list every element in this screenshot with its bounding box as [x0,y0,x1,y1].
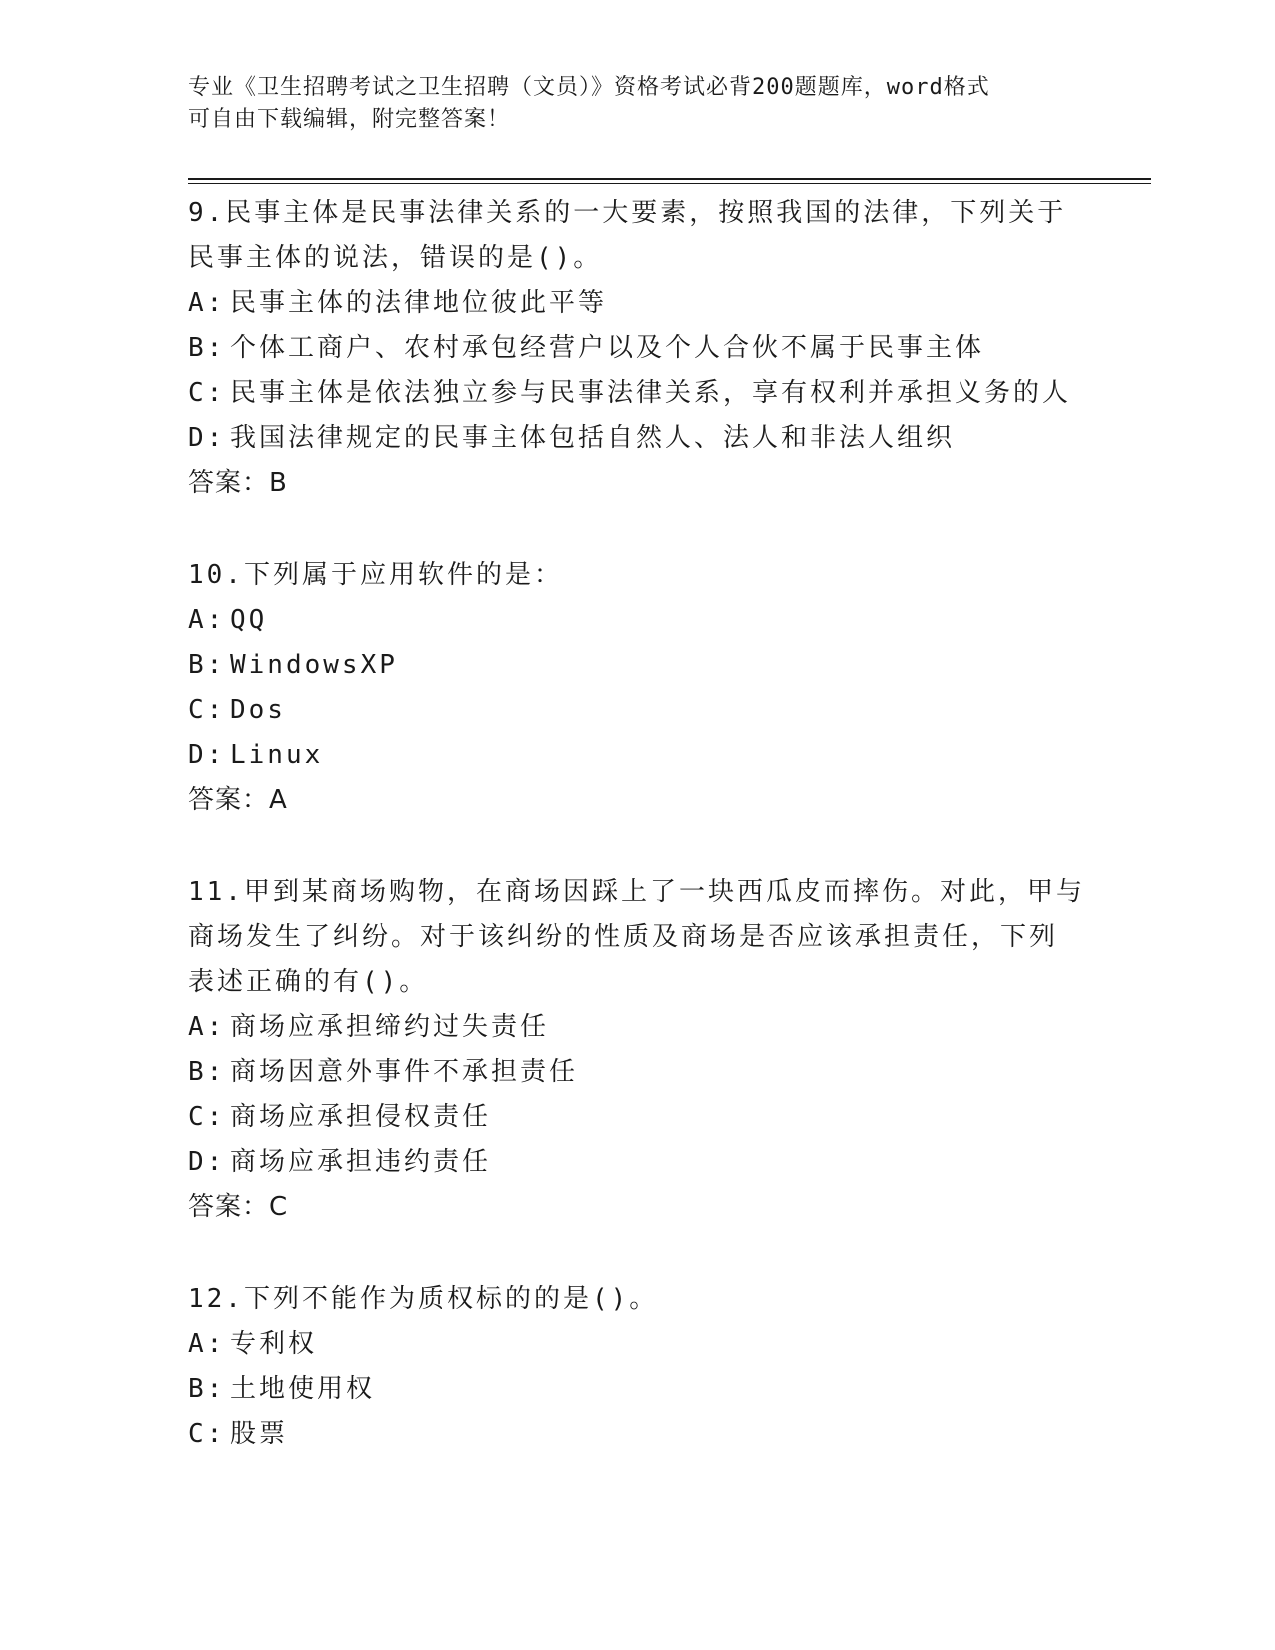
option-text: Linux [230,740,324,770]
question-block [188,1277,1088,1457]
header-divider-thick [188,178,1151,180]
option-d [188,733,1088,778]
option-letter: A: [188,1012,226,1042]
document-header [188,72,1088,136]
header-divider-thin [188,183,1151,184]
option-c [188,688,1088,733]
option-letter: A: [188,288,226,318]
option-d [188,416,1088,461]
option-text: 股票 [230,1419,289,1449]
option-letter: B: [188,650,226,680]
question-text: 10.下列属于应用软件的是： [188,560,563,590]
option-a [188,1005,1088,1050]
option-text: 商场应承担违约责任 [230,1147,492,1177]
option-letter: B: [188,1374,226,1404]
option-c [188,1412,1088,1457]
option-text: 商场因意外事件不承担责任 [230,1057,579,1087]
question-list [188,191,1088,1457]
question-text: 9.民事主体是民事法律关系的一大要素，按照我国的法律，下列关于 [188,198,1067,228]
question-text: 12.下列不能作为质权标的的是()。 [188,1284,659,1314]
option-c [188,1095,1088,1140]
option-letter: D: [188,1147,226,1177]
answer: 答案：B [188,468,288,498]
question-text: 民事主体的说法，错误的是()。 [188,243,603,273]
option-text: 商场应承担缔约过失责任 [230,1012,550,1042]
option-letter: D: [188,740,226,770]
question-text: 11.甲到某商场购物，在商场因踩上了一块西瓜皮而摔伤。对此，甲与 [188,877,1085,907]
option-letter: C: [188,695,226,725]
option-text: Dos [230,695,286,725]
question-block [188,553,1088,823]
question-block [188,191,1088,506]
option-letter: B: [188,1057,226,1087]
option-b [188,1367,1088,1412]
option-text: 土地使用权 [230,1374,376,1404]
header-line-1: 专业《卫生招聘考试之卫生招聘（文员）》资格考试必背200题题库，word格式 [188,75,990,100]
option-letter: A: [188,1329,226,1359]
option-text: 商场应承担侵权责任 [230,1102,492,1132]
option-text: WindowsXP [230,650,398,680]
header-line-2: 可自由下载编辑，附完整答案！ [188,107,511,132]
option-d [188,1140,1088,1185]
option-text: QQ [230,605,268,635]
option-letter: A: [188,605,226,635]
question-text: 表述正确的有()。 [188,967,429,997]
option-letter: B: [188,333,226,363]
question-text: 商场发生了纠纷。对于该纠纷的性质及商场是否应该承担责任，下列 [188,922,1059,952]
option-text: 民事主体是依法独立参与民事法律关系，享有权利并承担义务的人 [230,378,1072,408]
question-block [188,870,1088,1230]
option-b [188,326,1088,371]
option-letter: D: [188,423,226,453]
option-c [188,371,1088,416]
option-b [188,643,1088,688]
option-b [188,1050,1088,1095]
option-letter: C: [188,1419,226,1449]
option-text: 我国法律规定的民事主体包括自然人、法人和非法人组织 [230,423,956,453]
answer: 答案：A [188,785,288,815]
option-a [188,281,1088,326]
option-letter: C: [188,1102,226,1132]
option-text: 专利权 [230,1329,318,1359]
option-a [188,1322,1088,1367]
option-letter: C: [188,378,226,408]
option-a [188,598,1088,643]
option-text: 民事主体的法律地位彼此平等 [230,288,608,318]
option-text: 个体工商户、农村承包经营户以及个人合伙不属于民事主体 [230,333,985,363]
answer: 答案：C [188,1192,289,1222]
